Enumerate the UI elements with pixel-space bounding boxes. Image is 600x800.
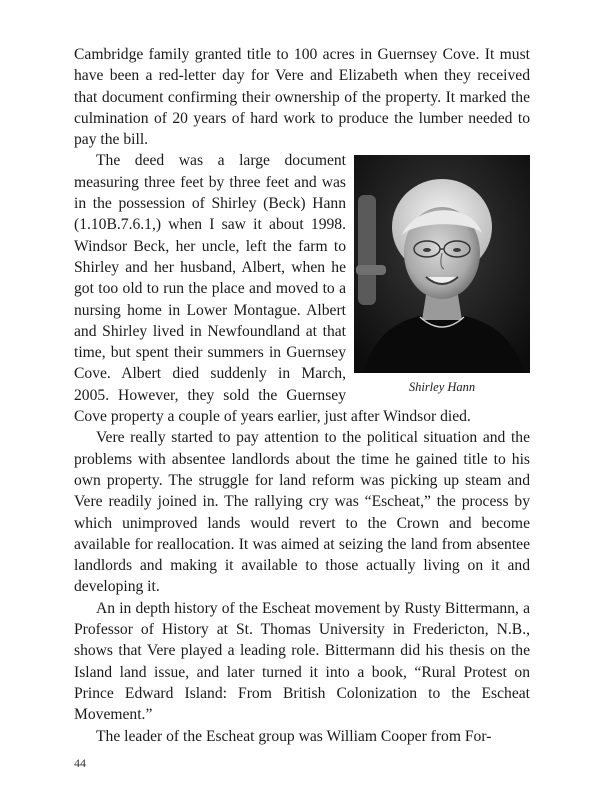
page-number: 44 (74, 756, 86, 770)
page-body (74, 44, 530, 747)
photo-caption: Shirley Hann (408, 380, 476, 395)
paragraph-2: The deed was a large document measuring three feet by three feet and was in the possession of Shirley (Beck) Hann (1.10B.7.6.1,) when I saw it about 1998. Windsor Beck, her uncle, left the farm to Shirley and her husband, Albert, when he got too old to run the place and moved to a nursing home in Lower Montague. Albert and Shirley lived in Newfoundland at that time, but spent their summers in Guernsey Cove. Albert died suddenly in March, 2005. However, they sold the Guernsey Cove property a couple of years earlier, just after Windsor died. (74, 152, 471, 426)
paragraph-5: The leader of the Escheat group was William Cooper from For- (96, 727, 492, 745)
paragraph-3: Vere really started to pay attention to the political situation and the problems with absentee landlords about the time he gained title to his own property. The struggle for land reform was picking up steam and Vere readily joined in. The rallying cry was “Escheat,” the process by which unimproved lands would revert to the Crown and become available for reallocation. It was aimed at seizing the land from absentee landlords and making it available to those actually living on it and developing it. (74, 429, 530, 596)
portrait-photo (354, 155, 530, 373)
paragraph-1: Cambridge family granted title to 100 acres in Guernsey Cove. It must have been a red-letter day for Vere and Elizabeth when they received that document confirming their ownership of the property. It marked the culmination of 20 years of hard work to produce the lumber needed to pay the bill. (74, 46, 530, 149)
paragraph-4: An in depth history of the Escheat movement by Rusty Bittermann, a Professor of History at St. Thomas University in Fredericton, N.B., shows that Vere played a leading role. Bittermann did his thesis on the Island land issue, and later turned it into a book, “Rural Protest on Prince Edward Island: From British Colonization to the Escheat Movement.” (74, 599, 530, 724)
photo-figure (354, 155, 530, 394)
